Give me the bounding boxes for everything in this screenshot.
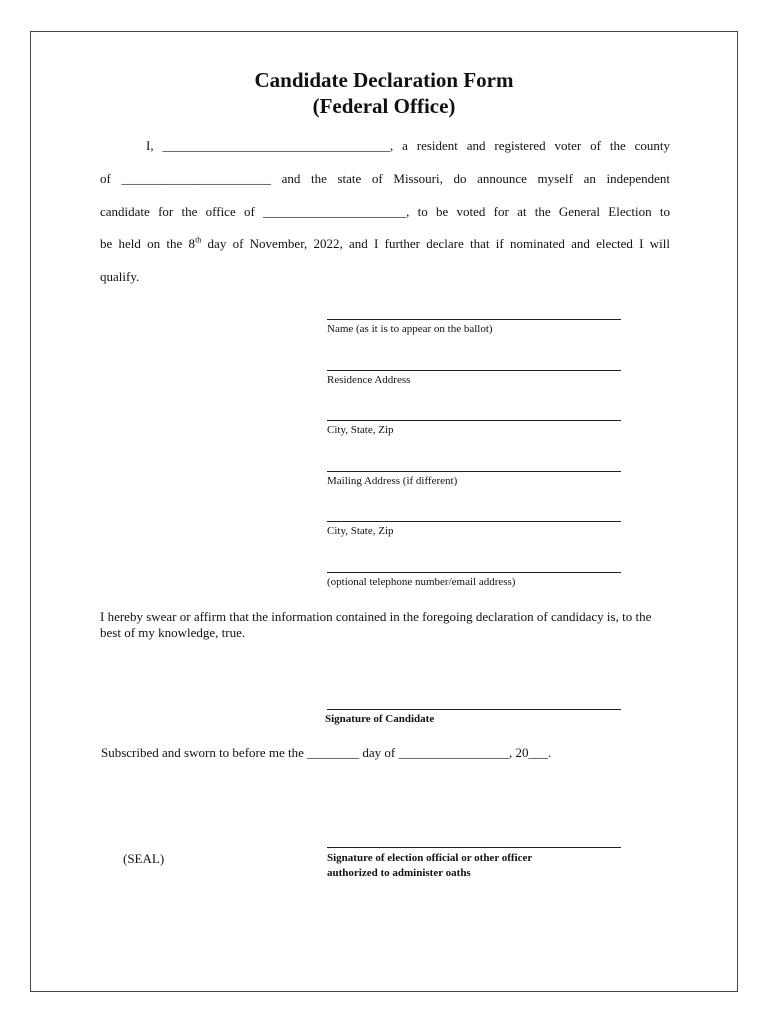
residence-address-label: Residence Address [327,374,411,386]
candidate-signature-line[interactable] [327,709,621,710]
contact-info-label: (optional telephone number/email address) [327,576,516,588]
official-signature-label-line-2: authorized to administer oaths [327,867,471,879]
mailing-address-label: Mailing Address (if different) [327,475,458,487]
official-signature-line[interactable] [327,847,621,848]
declaration-line-4-start: be held on the 8 [100,236,196,251]
form-subtitle: (Federal Office) [312,94,456,118]
declaration-line-5: qualify. [100,269,140,284]
mailing-city-state-zip-label: City, State, Zip [327,525,394,537]
seal-label: (SEAL) [123,851,165,866]
city-state-zip-line[interactable] [327,420,621,421]
declaration-line-4 [100,236,670,252]
mailing-city-state-zip-line[interactable] [327,521,621,522]
name-signature-line[interactable] [327,319,621,320]
form-title: Candidate Declaration Form [254,68,514,92]
city-state-zip-label: City, State, Zip [327,424,394,436]
oath-statement: I hereby swear or affirm that the information contained in the foregoing declaration of candidacy is, to the best of my knowledge, true. [100,609,652,640]
mailing-address-line[interactable] [327,471,621,472]
name-field-label: Name (as it is to appear on the ballot) [327,323,493,335]
form-page [30,31,738,992]
declaration-line-3: candidate for the office of ______________________, to be voted for at the General Election to [100,204,670,219]
declaration-line-1: I, ___________________________________, a resident and registered voter of the county [146,138,670,153]
ordinal-suffix: th [195,235,202,245]
official-signature-label-line-1: Signature of election official or other officer [327,852,533,864]
residence-address-line[interactable] [327,370,621,371]
declaration-line-4-end: day of November, 2022, and I further declare that if nominated and elected I will [201,236,670,251]
contact-info-line[interactable] [327,572,621,573]
declaration-line-2: of _______________________ and the state of Missouri, do announce myself an independent [100,171,670,186]
sworn-statement: Subscribed and sworn to before me the ________ day of _________________, 20___. [101,745,552,760]
candidate-signature-label: Signature of Candidate [325,713,435,725]
